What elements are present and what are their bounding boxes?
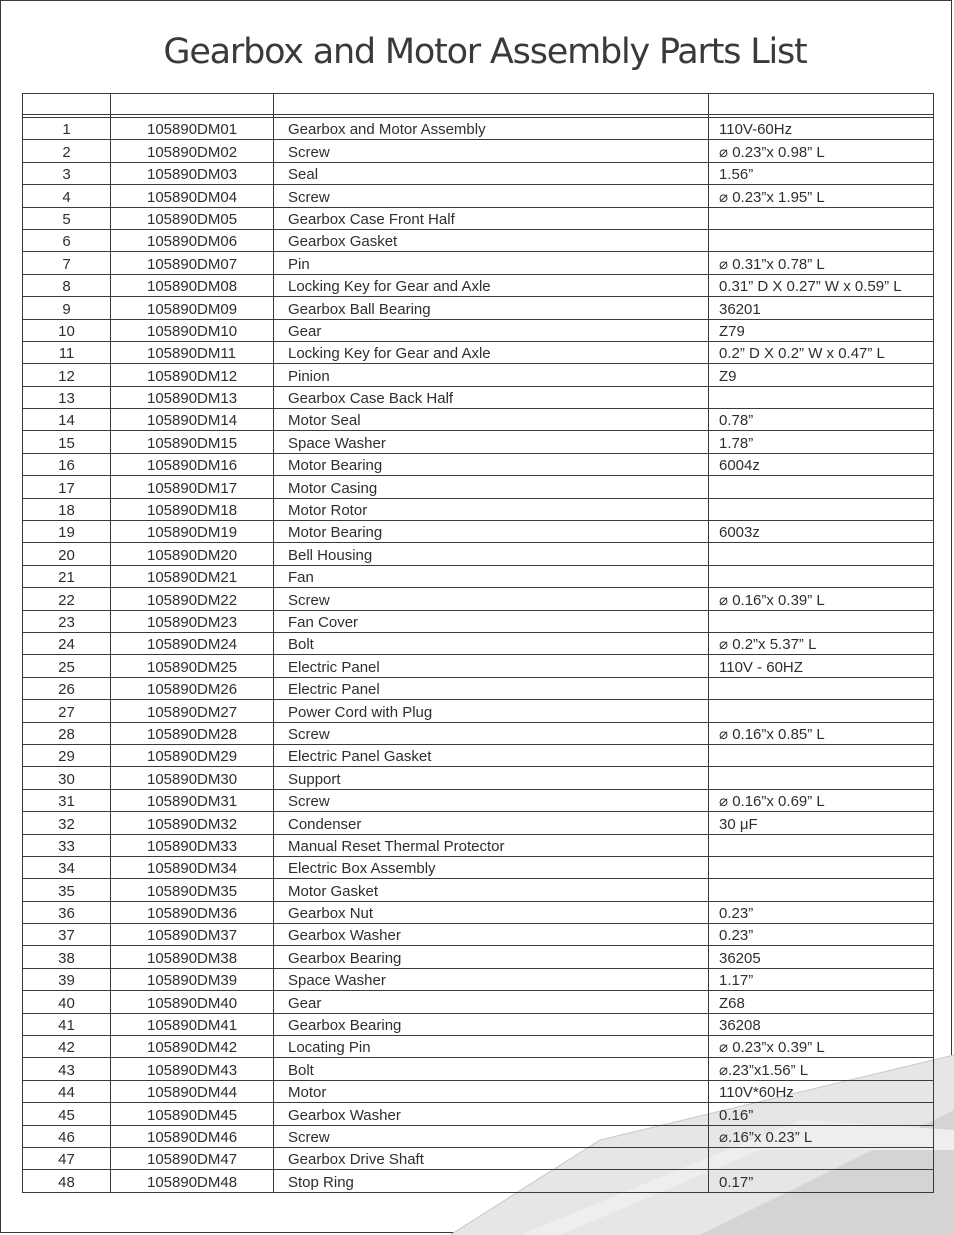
description-cell: Locking Key for Gear and Axle	[274, 274, 709, 296]
item-number-cell: 1	[23, 118, 111, 140]
item-number-cell: 24	[23, 632, 111, 654]
specification-cell	[709, 856, 934, 878]
description-cell: Gearbox Ball Bearing	[274, 297, 709, 319]
item-number-cell: 31	[23, 789, 111, 811]
item-number-cell: 14	[23, 409, 111, 431]
specification-cell: 1.17”	[709, 968, 934, 990]
description-cell: Gearbox Gasket	[274, 229, 709, 251]
item-number-cell: 35	[23, 879, 111, 901]
part-number-cell: 105890DM15	[111, 431, 274, 453]
description-cell: Electric Panel	[274, 655, 709, 677]
specification-cell: ⌀ 0.16”x 0.39” L	[709, 588, 934, 610]
item-number-cell: 28	[23, 722, 111, 744]
part-number-cell: 105890DM10	[111, 319, 274, 341]
description-cell: Gearbox Case Front Half	[274, 207, 709, 229]
specification-cell: 0.2” D X 0.2” W x 0.47” L	[709, 341, 934, 363]
part-number-cell: 105890DM36	[111, 901, 274, 923]
item-number-cell: 29	[23, 744, 111, 766]
item-number-cell: 38	[23, 946, 111, 968]
table-row	[23, 744, 934, 766]
item-number-cell: 13	[23, 386, 111, 408]
specification-cell: 110V*60Hz	[709, 1080, 934, 1102]
specification-cell: 36201	[709, 297, 934, 319]
specification-cell: 36205	[709, 946, 934, 968]
part-number-cell: 105890DM46	[111, 1125, 274, 1147]
part-number-cell: 105890DM37	[111, 924, 274, 946]
specification-cell: 0.17”	[709, 1170, 934, 1192]
table-row	[23, 834, 934, 856]
table-row	[23, 677, 934, 699]
table-row	[23, 498, 934, 520]
table-row	[23, 946, 934, 968]
table-row	[23, 1147, 934, 1169]
part-number-cell: 105890DM40	[111, 991, 274, 1013]
table-row	[23, 588, 934, 610]
specification-cell: ⌀.23”x1.56” L	[709, 1058, 934, 1080]
specification-cell: 0.23”	[709, 901, 934, 923]
item-number-cell: 12	[23, 364, 111, 386]
description-cell: Gearbox Drive Shaft	[274, 1147, 709, 1169]
part-number-cell: 105890DM03	[111, 162, 274, 184]
part-number-cell: 105890DM41	[111, 1013, 274, 1035]
specification-cell: ⌀ 0.23”x 0.98” L	[709, 140, 934, 162]
item-number-cell: 47	[23, 1147, 111, 1169]
description-cell: Gearbox and Motor Assembly	[274, 118, 709, 140]
part-number-cell: 105890DM18	[111, 498, 274, 520]
parts-table-body	[23, 94, 934, 1193]
table-row	[23, 274, 934, 296]
table-row	[23, 185, 934, 207]
item-number-cell: 7	[23, 252, 111, 274]
description-cell: Fan Cover	[274, 610, 709, 632]
specification-cell: 0.23”	[709, 924, 934, 946]
table-row	[23, 319, 934, 341]
description-cell: Support	[274, 767, 709, 789]
description-cell: Pin	[274, 252, 709, 274]
description-cell: Gearbox Washer	[274, 1103, 709, 1125]
item-number-cell: 32	[23, 812, 111, 834]
item-number-cell: 46	[23, 1125, 111, 1147]
table-row	[23, 924, 934, 946]
specification-cell: 36208	[709, 1013, 934, 1035]
specification-cell: 1.78”	[709, 431, 934, 453]
item-number-cell: 4	[23, 185, 111, 207]
description-cell: Power Cord with Plug	[274, 700, 709, 722]
description-cell: Electric Box Assembly	[274, 856, 709, 878]
item-number-cell: 10	[23, 319, 111, 341]
description-cell: Bell Housing	[274, 543, 709, 565]
specification-cell	[709, 610, 934, 632]
description-cell: Space Washer	[274, 431, 709, 453]
item-number-cell: 25	[23, 655, 111, 677]
part-number-cell: 105890DM08	[111, 274, 274, 296]
item-number-cell: 6	[23, 229, 111, 251]
part-number-cell: 105890DM44	[111, 1080, 274, 1102]
item-number-cell: 34	[23, 856, 111, 878]
table-row	[23, 364, 934, 386]
description-cell: Gear	[274, 991, 709, 1013]
description-cell: Gear	[274, 319, 709, 341]
item-number-cell: 18	[23, 498, 111, 520]
part-number-cell: 105890DM29	[111, 744, 274, 766]
description-cell: Motor Rotor	[274, 498, 709, 520]
item-number-cell: 41	[23, 1013, 111, 1035]
table-row	[23, 991, 934, 1013]
item-number-cell: 16	[23, 453, 111, 475]
table-row	[23, 431, 934, 453]
item-number-cell: 42	[23, 1036, 111, 1058]
item-number-cell: 33	[23, 834, 111, 856]
item-number-cell: 9	[23, 297, 111, 319]
table-row	[23, 1103, 934, 1125]
item-number-cell: 23	[23, 610, 111, 632]
part-number-cell: 105890DM38	[111, 946, 274, 968]
description-cell: Space Washer	[274, 968, 709, 990]
table-row	[23, 767, 934, 789]
specification-cell: 0.31” D X 0.27” W x 0.59” L	[709, 274, 934, 296]
item-number-cell: 15	[23, 431, 111, 453]
table-row	[23, 1058, 934, 1080]
part-number-cell: 105890DM07	[111, 252, 274, 274]
table-row	[23, 1036, 934, 1058]
table-row	[23, 565, 934, 587]
item-number-cell: 20	[23, 543, 111, 565]
specification-cell: 6003z	[709, 521, 934, 543]
item-number-cell: 37	[23, 924, 111, 946]
specification-cell	[709, 677, 934, 699]
specification-cell: 6004z	[709, 453, 934, 475]
part-number-cell: 105890DM31	[111, 789, 274, 811]
part-number-cell: 105890DM43	[111, 1058, 274, 1080]
specification-cell	[709, 565, 934, 587]
description-cell: Motor Bearing	[274, 453, 709, 475]
part-number-cell: 105890DM25	[111, 655, 274, 677]
part-number-cell: 105890DM42	[111, 1036, 274, 1058]
table-row	[23, 1013, 934, 1035]
part-number-cell: 105890DM02	[111, 140, 274, 162]
item-number-cell: 30	[23, 767, 111, 789]
table-row	[23, 700, 934, 722]
table-row	[23, 476, 934, 498]
specification-cell: 110V-60Hz	[709, 118, 934, 140]
item-number-cell: 43	[23, 1058, 111, 1080]
table-row	[23, 610, 934, 632]
table-row	[23, 1170, 934, 1192]
part-number-cell: 105890DM32	[111, 812, 274, 834]
part-number-cell: 105890DM30	[111, 767, 274, 789]
description-cell: Gearbox Nut	[274, 901, 709, 923]
description-cell: Gearbox Washer	[274, 924, 709, 946]
table-row	[23, 521, 934, 543]
description-cell: Motor Gasket	[274, 879, 709, 901]
table-row	[23, 543, 934, 565]
table-row	[23, 229, 934, 251]
table-row	[23, 453, 934, 475]
specification-cell: 1.56”	[709, 162, 934, 184]
specification-cell	[709, 498, 934, 520]
table-row	[23, 789, 934, 811]
item-number-cell: 21	[23, 565, 111, 587]
part-number-cell: 105890DM27	[111, 700, 274, 722]
description-cell: Pinion	[274, 364, 709, 386]
specification-cell	[709, 543, 934, 565]
item-number-cell: 44	[23, 1080, 111, 1102]
parts-table	[22, 93, 934, 1193]
specification-cell	[709, 229, 934, 251]
description-cell: Stop Ring	[274, 1170, 709, 1192]
part-number-cell: 105890DM26	[111, 677, 274, 699]
part-number-cell: 105890DM45	[111, 1103, 274, 1125]
specification-cell: 0.78”	[709, 409, 934, 431]
description-cell: Motor Seal	[274, 409, 709, 431]
part-number-cell: 105890DM23	[111, 610, 274, 632]
specification-cell	[709, 834, 934, 856]
part-number-cell: 105890DM22	[111, 588, 274, 610]
part-number-cell: 105890DM14	[111, 409, 274, 431]
table-row	[23, 409, 934, 431]
table-row	[23, 386, 934, 408]
item-number-cell: 8	[23, 274, 111, 296]
header-cell	[23, 94, 111, 115]
specification-cell: ⌀ 0.16”x 0.69” L	[709, 789, 934, 811]
table-row	[23, 901, 934, 923]
table-row	[23, 1080, 934, 1102]
part-number-cell: 105890DM11	[111, 341, 274, 363]
specification-cell	[709, 207, 934, 229]
specification-cell: ⌀.16”x 0.23” L	[709, 1125, 934, 1147]
part-number-cell: 105890DM13	[111, 386, 274, 408]
table-header-row	[23, 94, 934, 115]
table-row	[23, 118, 934, 140]
table-row	[23, 341, 934, 363]
description-cell: Screw	[274, 1125, 709, 1147]
description-cell: Seal	[274, 162, 709, 184]
item-number-cell: 39	[23, 968, 111, 990]
description-cell: Screw	[274, 789, 709, 811]
part-number-cell: 105890DM47	[111, 1147, 274, 1169]
item-number-cell: 27	[23, 700, 111, 722]
specification-cell	[709, 1147, 934, 1169]
item-number-cell: 26	[23, 677, 111, 699]
part-number-cell: 105890DM35	[111, 879, 274, 901]
specification-cell: ⌀ 0.23”x 1.95” L	[709, 185, 934, 207]
table-row	[23, 632, 934, 654]
header-cell	[111, 94, 274, 115]
description-cell: Screw	[274, 722, 709, 744]
item-number-cell: 22	[23, 588, 111, 610]
item-number-cell: 3	[23, 162, 111, 184]
specification-cell	[709, 744, 934, 766]
part-number-cell: 105890DM39	[111, 968, 274, 990]
description-cell: Electric Panel Gasket	[274, 744, 709, 766]
part-number-cell: 105890DM04	[111, 185, 274, 207]
part-number-cell: 105890DM06	[111, 229, 274, 251]
specification-cell: Z79	[709, 319, 934, 341]
specification-cell	[709, 700, 934, 722]
part-number-cell: 105890DM48	[111, 1170, 274, 1192]
page-title: Gearbox and Motor Assembly Parts List	[163, 32, 807, 72]
part-number-cell: 105890DM01	[111, 118, 274, 140]
description-cell: Locating Pin	[274, 1036, 709, 1058]
header-cell	[709, 94, 934, 115]
table-row	[23, 162, 934, 184]
specification-cell	[709, 386, 934, 408]
description-cell: Bolt	[274, 632, 709, 654]
part-number-cell: 105890DM05	[111, 207, 274, 229]
description-cell: Fan	[274, 565, 709, 587]
description-cell: Electric Panel	[274, 677, 709, 699]
table-row	[23, 812, 934, 834]
part-number-cell: 105890DM16	[111, 453, 274, 475]
table-row	[23, 722, 934, 744]
item-number-cell: 2	[23, 140, 111, 162]
item-number-cell: 11	[23, 341, 111, 363]
part-number-cell: 105890DM21	[111, 565, 274, 587]
item-number-cell: 5	[23, 207, 111, 229]
table-row	[23, 856, 934, 878]
specification-cell: 30 μF	[709, 812, 934, 834]
item-number-cell: 45	[23, 1103, 111, 1125]
table-row	[23, 1125, 934, 1147]
part-number-cell: 105890DM34	[111, 856, 274, 878]
item-number-cell: 17	[23, 476, 111, 498]
specification-cell: Z9	[709, 364, 934, 386]
specification-cell: ⌀ 0.31”x 0.78” L	[709, 252, 934, 274]
specification-cell: ⌀ 0.23”x 0.39” L	[709, 1036, 934, 1058]
part-number-cell: 105890DM09	[111, 297, 274, 319]
description-cell: Locking Key for Gear and Axle	[274, 341, 709, 363]
description-cell: Bolt	[274, 1058, 709, 1080]
part-number-cell: 105890DM24	[111, 632, 274, 654]
specification-cell	[709, 476, 934, 498]
specification-cell: 110V - 60HZ	[709, 655, 934, 677]
part-number-cell: 105890DM20	[111, 543, 274, 565]
specification-cell: ⌀ 0.2”x 5.37” L	[709, 632, 934, 654]
specification-cell	[709, 767, 934, 789]
description-cell: Screw	[274, 185, 709, 207]
table-row	[23, 879, 934, 901]
description-cell: Motor Bearing	[274, 521, 709, 543]
description-cell: Gearbox Bearing	[274, 1013, 709, 1035]
description-cell: Condenser	[274, 812, 709, 834]
part-number-cell: 105890DM33	[111, 834, 274, 856]
header-cell	[274, 94, 709, 115]
specification-cell: 0.16”	[709, 1103, 934, 1125]
description-cell: Screw	[274, 588, 709, 610]
part-number-cell: 105890DM17	[111, 476, 274, 498]
table-row	[23, 140, 934, 162]
table-row	[23, 207, 934, 229]
item-number-cell: 36	[23, 901, 111, 923]
specification-cell: ⌀ 0.16”x 0.85” L	[709, 722, 934, 744]
table-row	[23, 297, 934, 319]
description-cell: Manual Reset Thermal Protector	[274, 834, 709, 856]
description-cell: Motor Casing	[274, 476, 709, 498]
item-number-cell: 19	[23, 521, 111, 543]
item-number-cell: 48	[23, 1170, 111, 1192]
description-cell: Gearbox Case Back Half	[274, 386, 709, 408]
description-cell: Screw	[274, 140, 709, 162]
part-number-cell: 105890DM19	[111, 521, 274, 543]
table-row	[23, 252, 934, 274]
specification-cell: Z68	[709, 991, 934, 1013]
description-cell: Motor	[274, 1080, 709, 1102]
description-cell: Gearbox Bearing	[274, 946, 709, 968]
specification-cell	[709, 879, 934, 901]
item-number-cell: 40	[23, 991, 111, 1013]
table-row	[23, 655, 934, 677]
table-row	[23, 968, 934, 990]
part-number-cell: 105890DM28	[111, 722, 274, 744]
part-number-cell: 105890DM12	[111, 364, 274, 386]
